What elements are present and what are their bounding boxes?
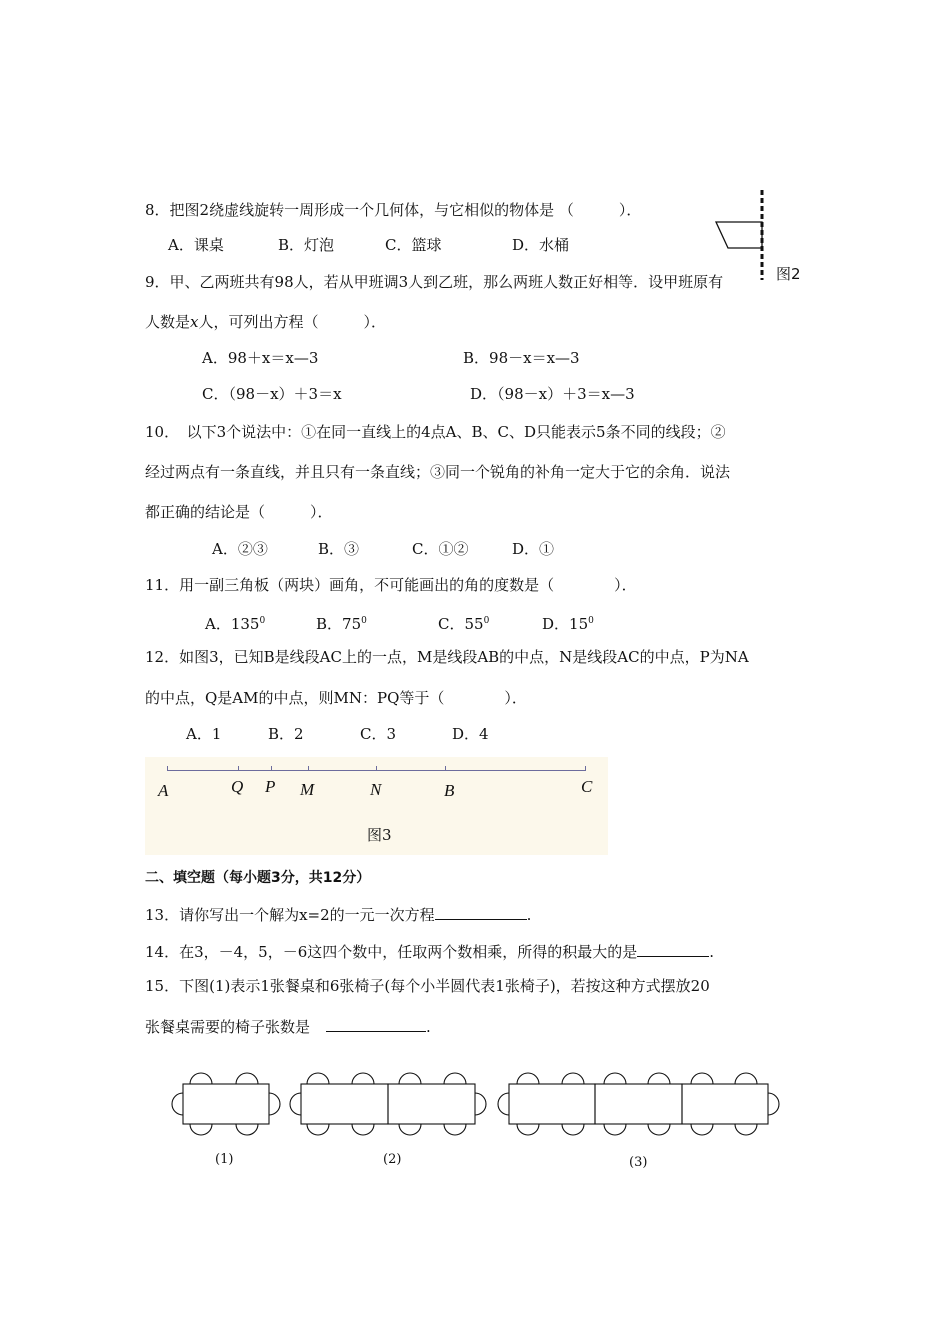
q12-option-d: D．4 xyxy=(452,725,489,743)
tick-a xyxy=(167,766,168,771)
q11-option-c-sup: 0 xyxy=(483,616,490,626)
q12-line2: 的中点，Q是AM的中点，则MN：PQ等于（ ）． xyxy=(145,689,527,707)
tables-label-1: (1) xyxy=(215,1152,234,1167)
q9-variable-x: x xyxy=(190,313,199,331)
q10-line1: 10． 以下3个说法中：①在同一直线上的4点A、B、C、D只能表示5条不同的线段；② xyxy=(145,423,726,441)
q11-option-c xyxy=(438,611,489,634)
tick-b xyxy=(445,766,446,771)
q11-option-b-sup: 0 xyxy=(361,616,367,626)
q15-line2 xyxy=(145,1016,431,1037)
q8-text: 8．把图2绕虚线旋转一周形成一个几何体，与它相似的物体是 （ ）． xyxy=(145,201,642,219)
q8-option-b: B．灯泡 xyxy=(278,236,335,254)
q8-option-c: C．篮球 xyxy=(385,236,442,254)
q9-line1: 9．甲、乙两班共有98人，若从甲班调3人到乙班，那么两班人数正好相等．设甲班原有 xyxy=(145,273,724,291)
q11-option-a xyxy=(205,611,265,634)
tables-figure xyxy=(166,1066,786,1146)
q11-option-d-sup: 0 xyxy=(588,616,594,626)
section-2-heading: 二、填空题（每小题3分，共12分） xyxy=(145,870,371,886)
q15-answer-blank[interactable] xyxy=(326,1016,426,1032)
q14-answer-blank[interactable] xyxy=(637,941,709,957)
tables-label-2: (2) xyxy=(383,1152,402,1167)
tick-m xyxy=(308,766,309,771)
q11-option-c-label: C．55 xyxy=(438,615,484,633)
q11-option-a-label: A．135 xyxy=(205,615,260,633)
figure-3-caption: 图3 xyxy=(367,826,392,844)
point-label-c: C xyxy=(581,777,593,796)
q15-line2-text: 张餐桌需要的椅子张数是 xyxy=(145,1018,311,1036)
point-label-p: P xyxy=(265,777,276,796)
q10-option-d: D．① xyxy=(512,540,555,558)
tick-c xyxy=(585,766,586,771)
q12-option-a: A．1 xyxy=(186,725,222,743)
q12-option-b: B．2 xyxy=(268,725,304,743)
tables-label-3: (3) xyxy=(629,1155,648,1170)
q11-option-d-label: D．15 xyxy=(542,615,589,633)
point-label-a: A xyxy=(158,781,169,800)
trapezoid-shape xyxy=(716,222,762,248)
tick-n xyxy=(376,766,377,771)
q10-option-a: A．②③ xyxy=(212,540,268,558)
q9-line2 xyxy=(145,312,386,332)
q12-option-c: C．3 xyxy=(360,725,397,743)
q10-option-c: C．①② xyxy=(412,540,469,558)
q9-option-d: D．（98－x）＋3＝x—3 xyxy=(470,385,635,403)
q14-line xyxy=(145,941,714,962)
tick-p xyxy=(271,766,272,771)
q13-end: . xyxy=(526,906,532,924)
q11-option-b-label: B．75 xyxy=(316,615,362,633)
q9-option-b: B．98－x＝x—3 xyxy=(463,349,580,367)
point-label-n: N xyxy=(370,780,382,799)
point-label-b: B xyxy=(444,781,455,800)
q13-line xyxy=(145,904,531,925)
q10-option-b: B．③ xyxy=(318,540,360,558)
q11-option-b xyxy=(316,611,367,634)
q13-answer-blank[interactable] xyxy=(435,904,527,920)
q13-text: 13．请你写出一个解为x=2的一元一次方程 xyxy=(145,906,435,924)
q11-option-a-sup: 0 xyxy=(259,616,266,626)
q15-end: . xyxy=(426,1018,431,1036)
q15-line1: 15．下图(1)表示1张餐桌和6张椅子(每个小半圆代表1张椅子)，若按这种方式摆放20 xyxy=(145,977,710,995)
q12-line1: 12．如图3，已知B是线段AC上的一点，M是线段AB的中点，N是线段AC的中点，P为NA xyxy=(145,648,749,666)
q9-option-c: C．（98－x）＋3＝x xyxy=(202,385,342,403)
table-arrangement-1 xyxy=(172,1073,280,1135)
tick-q xyxy=(238,766,239,771)
q11-option-d xyxy=(542,611,594,634)
figure-3 xyxy=(145,757,608,855)
q10-line2: 经过两点有一条直线，并且只有一条直线；③同一个锐角的补角一定大于它的余角．说法 xyxy=(145,463,731,481)
point-label-q: Q xyxy=(231,777,244,796)
q10-line3: 都正确的结论是（ ）． xyxy=(145,503,333,521)
q9-line2-pre: 人数是 xyxy=(145,313,191,331)
table-arrangement-3 xyxy=(498,1073,779,1135)
figure-2-label: 图2 xyxy=(776,265,801,283)
q11-text: 11．用一副三角板（两块）画角，不可能画出的角的度数是（ ）． xyxy=(145,576,637,594)
q9-option-a: A．98＋x＝x—3 xyxy=(202,349,319,367)
q14-end: . xyxy=(709,943,715,961)
table-arrangement-2 xyxy=(290,1073,486,1135)
point-label-m: M xyxy=(300,780,315,799)
q14-text: 14．在3，－4，5，－6这四个数中，任取两个数相乘，所得的积最大的是 xyxy=(145,943,638,961)
q8-option-d: D．水桶 xyxy=(512,236,570,254)
q8-option-a: A．课桌 xyxy=(168,236,224,254)
q9-line2-post: 人，可列出方程（ ）． xyxy=(198,313,386,331)
